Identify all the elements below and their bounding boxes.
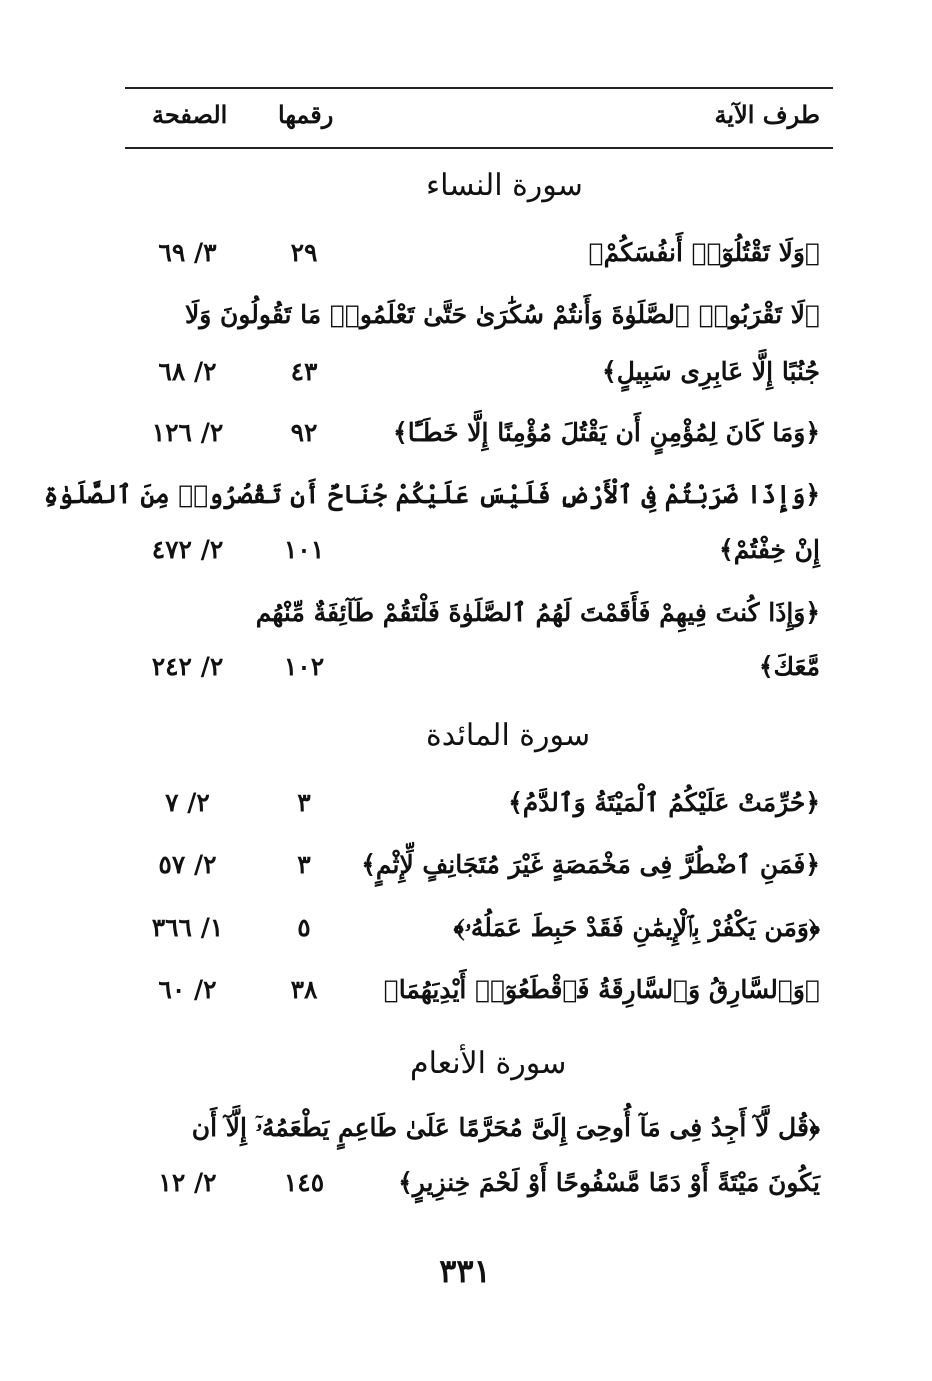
page-number: ٣٣١ — [439, 1252, 491, 1290]
page-reference: ٢/ ٢٤٢ — [151, 652, 224, 681]
header-rule — [125, 147, 833, 149]
page-reference: ٢/ ٤٧٢ — [151, 535, 224, 564]
header-verse-number: رقمها — [278, 100, 334, 129]
surah-title-maidah: سورة المائدة — [426, 718, 591, 753]
verse-phrase: ﴿حُرِّمَتْ عَلَيْكُمُ ٱلْمَيْتَةُ وَٱلدَّمُ﴾ — [508, 788, 820, 817]
page-reference: ٢/ ٥٧ — [158, 850, 217, 879]
page-reference: ٢/ ٦٨ — [158, 357, 217, 386]
verse-number: ٢٩ — [290, 238, 318, 267]
page-reference: ٣/ ٦٩ — [158, 238, 217, 267]
verse-phrase-continuation: يَكُونَ مَيْتَةً أَوْ دَمًا مَّسْفُوحًا أَوْ لَحْمَ خِنزِيرٍ﴾ — [398, 1168, 820, 1197]
top-rule — [125, 87, 833, 89]
verse-number: ٤٣ — [290, 357, 318, 386]
verse-phrase: ﴿لَا تَقْرَبُوا۟ ٱلصَّلَوٰةَ وَأَنتُمْ سُكَٰرَىٰ حَتَّىٰ تَعْلَمُوا۟ مَا تَقُولُونَ وَلَا — [185, 300, 820, 329]
verse-phrase: ﴿وَلَا تَقْتُلُوٓا۟ أَنفُسَكُمْ﴾ — [588, 238, 820, 267]
verse-number: ٣ — [297, 788, 311, 817]
page-reference: ٢/ ٧ — [165, 788, 210, 817]
verse-phrase: ﴿وَٱلسَّارِقُ وَٱلسَّارِقَةُ فَٱقْطَعُوٓا۟ أَيْدِيَهُمَا﴾ — [383, 975, 820, 1004]
surah-title-nisa: سورة النساء — [426, 168, 583, 203]
verse-phrase: ﴿فَمَنِ ٱضْطُرَّ فِى مَخْمَصَةٍ غَيْرَ مُتَجَانِفٍ لِّإِثْمٍ﴾ — [361, 850, 820, 879]
verse-number: ٣٨ — [290, 975, 318, 1004]
verse-number: ١٠١ — [283, 535, 325, 564]
page-reference: ٢/ ٦٠ — [158, 975, 217, 1004]
verse-number: ١٤٥ — [283, 1168, 325, 1197]
verse-phrase: ﴿وَمَا كَانَ لِمُؤْمِنٍ أَن يَقْتُلَ مُؤْمِنًا إِلَّا خَطَـًٔا﴾ — [393, 418, 820, 447]
verse-phrase: ﴿وَمَن يَكْفُرْ بِٱلْإِيمَٰنِ فَقَدْ حَبِطَ عَمَلُهُۥ﴾ — [453, 913, 820, 942]
verse-phrase: ﴿وَإِذَا كُنتَ فِيهِمْ فَأَقَمْتَ لَهُمُ ٱلصَّلَوٰةَ فَلْتَقُمْ طَآئِفَةٌ مِّنْهُم — [255, 598, 820, 627]
verse-number: ٥ — [297, 913, 311, 942]
header-verse-phrase: طرف الآية — [714, 100, 820, 129]
verse-phrase-continuation: جُنُبًا إِلَّا عَابِرِى سَبِيلٍ﴾ — [602, 357, 820, 386]
verse-phrase: ﴿قُل لَّآ أَجِدُ فِى مَآ أُوحِىَ إِلَىَّ مُحَرَّمًا عَلَىٰ طَاعِمٍ يَطْعَمُهُۥٓ إِلَّآ أَن — [191, 1113, 820, 1142]
verse-phrase: ﴿وَإِذَا ضَرَبْتُمْ فِى ٱلْأَرْضِ فَلَيْسَ عَلَيْكُمْ جُنَاحٌ أَن تَقْصُرُوا۟ مِنَ ٱلصَّلَوٰةِ — [43, 480, 820, 509]
verse-phrase-continuation: إِنْ خِفْتُمْ﴾ — [719, 535, 820, 564]
header-page-reference: الصفحة — [152, 100, 228, 129]
verse-number: ١٠٢ — [283, 652, 325, 681]
surah-title-anam: سورة الأنعام — [410, 1046, 567, 1081]
verse-number: ٣ — [297, 850, 311, 879]
page-reference: ٢/ ١٢٦ — [151, 418, 224, 447]
page-reference: ١/ ٣٦٦ — [151, 913, 224, 942]
verse-number: ٩٢ — [290, 418, 318, 447]
page-reference: ٢/ ١٢ — [158, 1168, 217, 1197]
verse-phrase-continuation: مَّعَكَ﴾ — [758, 652, 820, 681]
